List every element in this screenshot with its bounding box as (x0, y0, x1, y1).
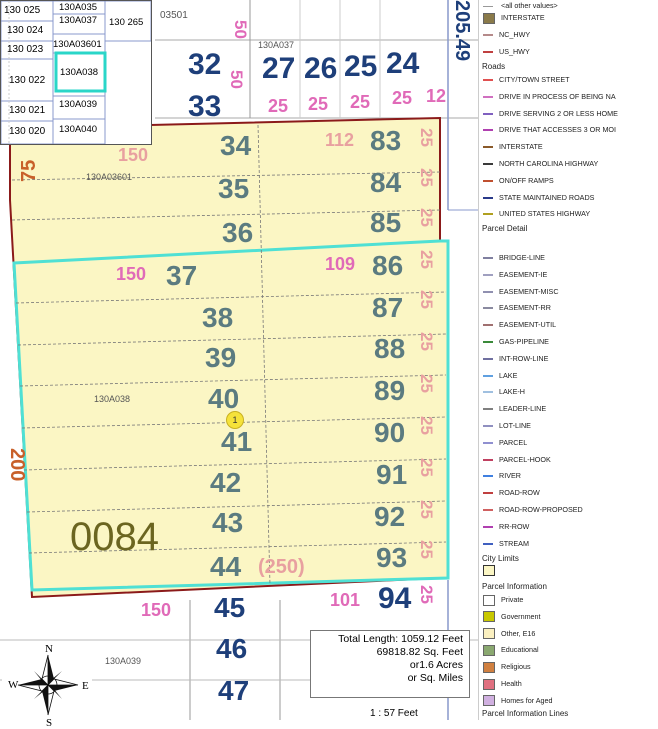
parcel-id-label-03501: 03501 (160, 10, 188, 21)
inset-parcel-label: 130A03601 (53, 39, 102, 50)
legend-label: LOT-LINE (499, 421, 531, 430)
dimension-label: 101 (330, 590, 361, 610)
legend-label: GAS-PIPELINE (499, 337, 549, 346)
inset-parcel-label: 130A037 (59, 15, 98, 26)
legend-line-icon (483, 79, 493, 81)
legend-item (483, 192, 594, 204)
lot-number: 89 (374, 375, 406, 406)
lot-number: 40 (208, 383, 240, 414)
legend-line-icon (483, 197, 493, 199)
measure-length: Total Length: 1059.12 Feet (338, 633, 463, 645)
big-parcel-number: 0084 (70, 515, 159, 559)
dimension-label: 50 (231, 20, 250, 39)
inset-parcel-label: 130A039 (59, 99, 98, 110)
legend-line-icon (483, 163, 493, 165)
lot-number: 87 (372, 292, 404, 323)
legend-item (483, 158, 598, 170)
legend-line-icon (483, 492, 493, 494)
legend-item (483, 594, 523, 606)
lot-number: 43 (212, 507, 244, 538)
dimension-label-25: 25 (417, 416, 436, 435)
legend-line-icon (483, 257, 493, 259)
lot-number: 34 (220, 130, 252, 161)
legend-label: LEADER-LINE (499, 404, 547, 414)
lot-number: 41 (221, 426, 253, 457)
legend-label: Health (501, 679, 522, 688)
legend-item (483, 678, 522, 690)
compass-s-label: S (46, 717, 53, 729)
legend-label: INTERSTATE (499, 142, 543, 152)
dimension-label-25: 25 (417, 332, 436, 351)
legend-line-icon (483, 34, 493, 36)
lot-number: 84 (370, 167, 402, 198)
legend-item (483, 454, 551, 466)
legend-line-icon (483, 509, 493, 511)
legend-label: INT-ROW-LINE (499, 353, 549, 363)
legend-label: PARCEL (499, 437, 528, 447)
legend-line-icon (483, 96, 493, 98)
north-arrow-compass (2, 643, 92, 729)
legend-line-icon (483, 459, 493, 461)
lot-number: 36 (222, 217, 254, 248)
dimension-label: 150 (118, 145, 149, 165)
lot-number: 26 (304, 52, 338, 85)
legend-label: BRIDGE-LINE (499, 253, 545, 262)
lot-number: 33 (188, 90, 222, 123)
dimension-label-25: 25 (417, 208, 436, 227)
dimension-label: 112 (325, 130, 355, 150)
measure-area-acres: or1.6 Acres (409, 659, 463, 671)
legend-label: LAKE (499, 370, 518, 380)
legend-label: CITY/TOWN STREET (499, 75, 570, 84)
legend-label: EASEMENT-UTIL (499, 320, 557, 330)
legend-label: DRIVE SERVING 2 OR LESS HOME (499, 108, 618, 118)
legend-label: US_HWY (499, 47, 530, 56)
inset-parcel-label: 130 021 (9, 105, 46, 116)
lot-number: 93 (376, 542, 408, 573)
dimension-label-25: 25 (417, 128, 436, 147)
legend-label: ROAD-ROW (499, 488, 540, 498)
legend-label: DRIVE IN PROCESS OF BEING NA (499, 91, 616, 101)
compass-n-label: N (45, 643, 53, 655)
legend-item (483, 29, 530, 41)
legend-label: Religious (501, 662, 531, 672)
dimension-label-25: 25 (417, 374, 436, 393)
dimension-label-25: 25 (417, 540, 436, 559)
legend-item (483, 252, 545, 264)
legend-header-city-limits: City Limits (482, 554, 519, 563)
legend-header-roads: Roads (482, 62, 506, 71)
legend-item (483, 336, 549, 348)
lot-number: 24 (386, 47, 420, 80)
legend-swatch-icon (483, 645, 495, 656)
legend-item (483, 353, 548, 365)
legend-label: UNITED STATES HIGHWAY (499, 209, 591, 219)
legend-swatch-icon (483, 611, 495, 622)
compass-e-label: E (82, 680, 89, 692)
dimension-label: 109 (325, 254, 356, 274)
dimension-label: 205.49 (451, 0, 473, 62)
legend-item (483, 564, 501, 576)
inset-parcel-label: 130A040 (59, 124, 98, 135)
compass-w-label: W (8, 679, 19, 691)
legend-line-icon (483, 129, 493, 131)
inset-parcel-label: 130 020 (9, 126, 46, 137)
legend-line-icon (483, 408, 493, 410)
legend-label: Private (501, 595, 524, 604)
legend-header-parcel-info-lines: Parcel Information Lines (482, 709, 569, 718)
inset-parcel-label: 130 265 (109, 17, 144, 28)
lot-number: 86 (372, 250, 404, 281)
lot-number: 46 (216, 633, 248, 664)
inset-parcel-label: 130 024 (7, 25, 44, 36)
legend-item (483, 108, 618, 120)
legend-line-icon (483, 113, 493, 115)
dimension-label: 150 (141, 600, 172, 620)
dimension-label-25: 25 (417, 250, 436, 269)
legend-label: Other, E16 (501, 628, 536, 638)
legend-swatch-icon (483, 695, 495, 706)
lot-number: 85 (370, 207, 402, 238)
legend-item (483, 386, 525, 398)
scale-text: 1 : 57 Feet (370, 708, 418, 719)
selection-pin-icon[interactable]: 1 (226, 411, 244, 429)
legend-line-icon (483, 213, 493, 215)
inset-parcel-label: 130 022 (9, 75, 46, 86)
measure-area-sqft: 69818.82 Sq. Feet (376, 646, 463, 658)
legend-item (483, 46, 530, 58)
lot-number: 32 (188, 48, 222, 81)
lot-number: 35 (218, 173, 250, 204)
dimension-label-25: 25 (308, 94, 329, 114)
legend-swatch-icon (483, 13, 495, 24)
dimension-label-25: 25 (417, 290, 436, 309)
lot-number: 88 (374, 333, 406, 364)
legend-item (483, 302, 551, 314)
legend-item (483, 269, 547, 281)
legend-item (483, 12, 545, 24)
legend-header-parcel-info: Parcel Information (482, 582, 547, 591)
lot-number: 25 (344, 50, 378, 83)
dimension-label-25: 25 (268, 96, 289, 116)
lot-number: 45 (214, 592, 246, 623)
inset-parcel-label: 130 023 (7, 44, 44, 55)
legend-label: RR-ROW (499, 521, 530, 531)
legend-item (483, 521, 529, 533)
legend-line-icon (483, 358, 493, 360)
dimension-label: 200 (6, 448, 28, 482)
legend-item (483, 644, 539, 656)
legend-swatch-icon (483, 662, 495, 673)
legend-item (483, 487, 540, 499)
parcel-id-label-130A038: 130A038 (94, 394, 131, 404)
legend-swatch-icon (483, 679, 495, 690)
legend-item (483, 695, 553, 707)
legend-label: ROAD-ROW-PROPOSED (499, 505, 583, 514)
dimension-label: 12 (426, 86, 447, 106)
inset-parcel-label: 130A035 (59, 2, 98, 13)
legend-swatch-icon (483, 595, 495, 606)
dimension-label: 50 (227, 70, 246, 89)
lot-number: 39 (205, 342, 237, 373)
legend-line-icon (483, 274, 493, 276)
parcel-id-label-130A039: 130A039 (105, 656, 142, 666)
lot-number: 37 (166, 260, 198, 291)
dimension-label: 150 (116, 264, 147, 284)
legend-panel[interactable] (478, 0, 658, 720)
legend-label: INTERSTATE (501, 13, 545, 22)
legend-item (483, 286, 559, 298)
legend-line-icon (483, 341, 493, 343)
legend-label: PARCEL-HOOK (499, 454, 551, 464)
legend-label: NORTH CAROLINA HIGHWAY (499, 159, 599, 168)
legend-label: EASEMENT-MISC (499, 286, 559, 296)
legend-label: STATE MAINTAINED ROADS (499, 192, 595, 202)
lot-number: 44 (210, 551, 242, 582)
legend-item (483, 370, 517, 382)
lot-number: 90 (374, 417, 406, 448)
legend-label: STREAM (499, 538, 529, 548)
legend-line-icon (483, 324, 493, 326)
legend-swatch-icon (483, 628, 495, 639)
measurement-box (310, 630, 470, 698)
legend-item (483, 91, 616, 103)
dimension-label: (250) (258, 556, 305, 578)
legend-item (483, 175, 554, 187)
legend-label: Educational (501, 645, 539, 655)
legend-item (483, 208, 590, 220)
lot-number: 83 (370, 125, 402, 156)
lot-number: 27 (262, 52, 296, 85)
parcel-id-label-130A037: 130A037 (258, 40, 295, 50)
dimension-label-25: 25 (417, 500, 436, 519)
legend-item (483, 611, 541, 623)
legend-label: <all other values> (501, 1, 558, 10)
measure-area-sqmi: or Sq. Miles (407, 672, 463, 684)
legend-line-icon (483, 180, 493, 182)
lot-number: 42 (210, 467, 242, 498)
legend-label: ON/OFF RAMPS (499, 175, 554, 185)
legend-line-icon (483, 146, 493, 148)
legend-line-icon (483, 442, 493, 444)
legend-item (483, 0, 558, 12)
legend-line-icon (483, 291, 493, 293)
legend-item (483, 403, 546, 415)
legend-header-parcel-detail: Parcel Detail (482, 224, 528, 233)
legend-item (483, 437, 527, 449)
legend-label: Government (501, 611, 541, 621)
legend-item (483, 74, 570, 86)
legend-item (483, 124, 616, 136)
legend-item (483, 141, 543, 153)
lot-number: 92 (374, 501, 406, 532)
inset-overview-map[interactable] (0, 0, 152, 145)
legend-item (483, 420, 531, 432)
legend-item (483, 661, 531, 673)
dimension-label-25: 25 (417, 168, 436, 187)
dimension-label: 75 (18, 159, 40, 182)
lot-number: 91 (376, 459, 408, 490)
lot-number: 94 (378, 582, 412, 615)
legend-item (483, 319, 556, 331)
dimension-label-25: 25 (417, 585, 436, 604)
legend-line-icon (483, 51, 493, 53)
legend-label: LAKE-H (499, 387, 525, 397)
legend-label: DRIVE THAT ACCESSES 3 OR MOI (499, 125, 617, 135)
parcel-id-label-130A03601: 130A03601 (86, 172, 133, 182)
legend-line-icon (483, 543, 493, 545)
legend-line-icon (483, 307, 493, 309)
legend-label: Homes for Aged (501, 695, 553, 705)
lot-number: 38 (202, 302, 234, 333)
dimension-label-25: 25 (417, 458, 436, 477)
legend-item (483, 504, 583, 516)
lot-number: 47 (218, 675, 250, 706)
legend-item (483, 538, 529, 550)
legend-line-icon (483, 526, 493, 528)
legend-line-icon (483, 375, 493, 377)
legend-line-icon (483, 475, 493, 477)
legend-label: NC_HWY (499, 30, 531, 39)
legend-swatch-icon (483, 565, 495, 576)
dimension-label-25: 25 (350, 92, 371, 112)
legend-line-icon (483, 425, 493, 427)
legend-line-icon (483, 391, 493, 393)
legend-label: EASEMENT-RR (499, 303, 551, 313)
legend-item (483, 628, 535, 640)
legend-line-icon (483, 6, 493, 7)
dimension-label-25: 25 (392, 88, 413, 108)
legend-item (483, 470, 521, 482)
legend-label: EASEMENT-IE (499, 269, 548, 279)
inset-parcel-label: 130 025 (4, 5, 41, 16)
inset-parcel-label: 130A038 (60, 67, 99, 78)
legend-label: RIVER (499, 471, 521, 481)
